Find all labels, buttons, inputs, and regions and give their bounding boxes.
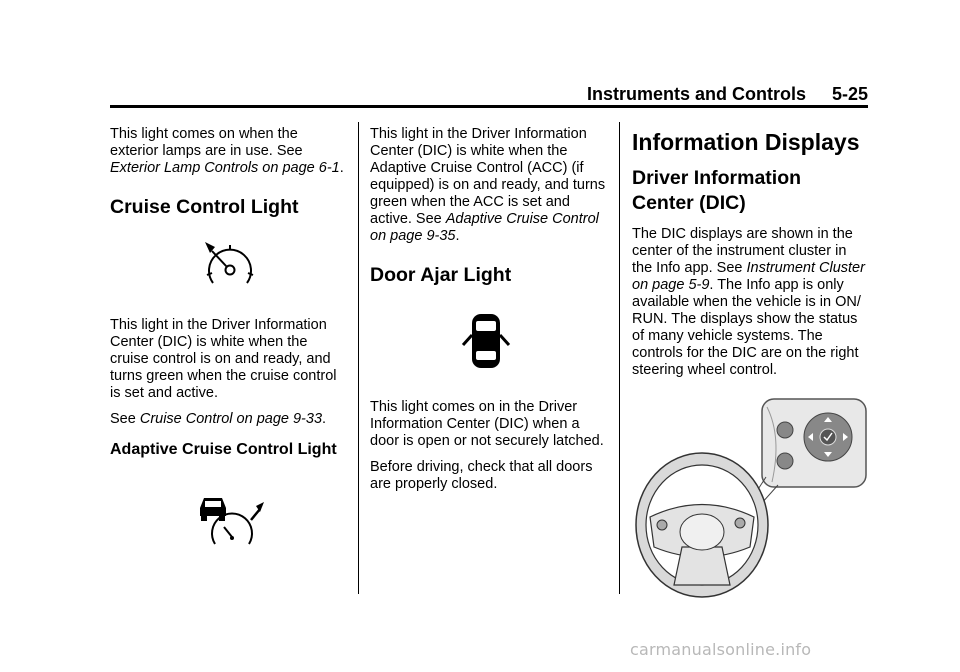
dic-body-text: The DIC displays are shown in the center of the instrument cluster in the Info app. See	[632, 226, 853, 276]
see-text: See	[110, 411, 140, 427]
acc-body-text: This light in the Driver Information Center (DIC) is white when the Adaptive Cruise Control (ACC) (if equipped) is on and ready, and turns green when the ACC is set and active. See	[370, 126, 606, 227]
adaptive-cruise-icon	[198, 494, 278, 546]
column-1	[110, 126, 346, 546]
exterior-lamps-paragraph	[110, 126, 346, 177]
door-ajar-description: This light comes on in the Driver Information Center (DIC) when a door is open or not securely latched.	[370, 399, 604, 449]
intro-text: This light comes on when the exterior lamps are in use. See	[110, 126, 303, 159]
cruise-control-ref[interactable]: Cruise Control on page 9-33	[139, 411, 323, 427]
adaptive-cruise-ref[interactable]: Adaptive Cruise Control on page 9-35	[370, 211, 599, 244]
intro-suffix: .	[339, 160, 344, 176]
watermark: carmanualsonline.info	[630, 640, 812, 659]
cruise-control-icon	[200, 239, 260, 289]
dic-body-suffix: . The Info app is only available when the vehicle is in ON/ RUN. The displays show the status of many vehicle systems. The controls for the DIC are on the right steering wheel control.	[632, 277, 861, 378]
cruise-see-paragraph	[110, 411, 346, 428]
column-divider-2	[619, 122, 620, 594]
exterior-lamp-controls-ref[interactable]: Exterior Lamp Controls on page 6-1	[110, 160, 340, 176]
cruise-control-heading: Cruise Control Light	[110, 196, 299, 218]
steering-wheel-illustration	[632, 397, 870, 607]
dic-heading: Driver Information Center (DIC)	[632, 167, 802, 214]
acc-suffix: .	[455, 228, 460, 244]
acc-paragraph	[370, 126, 610, 245]
section-title: Instruments and Controls	[586, 84, 806, 104]
header-rule	[110, 105, 868, 108]
page-header	[110, 84, 868, 106]
instrument-cluster-ref[interactable]: Instrument Cluster on page 5-9	[632, 260, 865, 293]
adaptive-cruise-heading: Adaptive Cruise Control Light	[110, 441, 337, 458]
information-displays-heading: Information Displays	[632, 129, 860, 155]
column-divider-1	[358, 122, 359, 594]
column-3	[632, 128, 870, 607]
see-suffix: .	[322, 411, 327, 427]
door-ajar-icon	[458, 311, 514, 369]
cruise-control-description: This light in the Driver Information Center (DIC) is white when the cruise control is on and ready, and turns green when the cruise control is set and active.	[110, 317, 337, 401]
column-2	[370, 126, 610, 502]
door-check-paragraph: Before driving, check that all doors are properly closed.	[370, 459, 593, 492]
dic-paragraph	[632, 226, 870, 379]
page-number: 5-25	[831, 84, 868, 104]
door-ajar-heading: Door Ajar Light	[370, 264, 512, 286]
